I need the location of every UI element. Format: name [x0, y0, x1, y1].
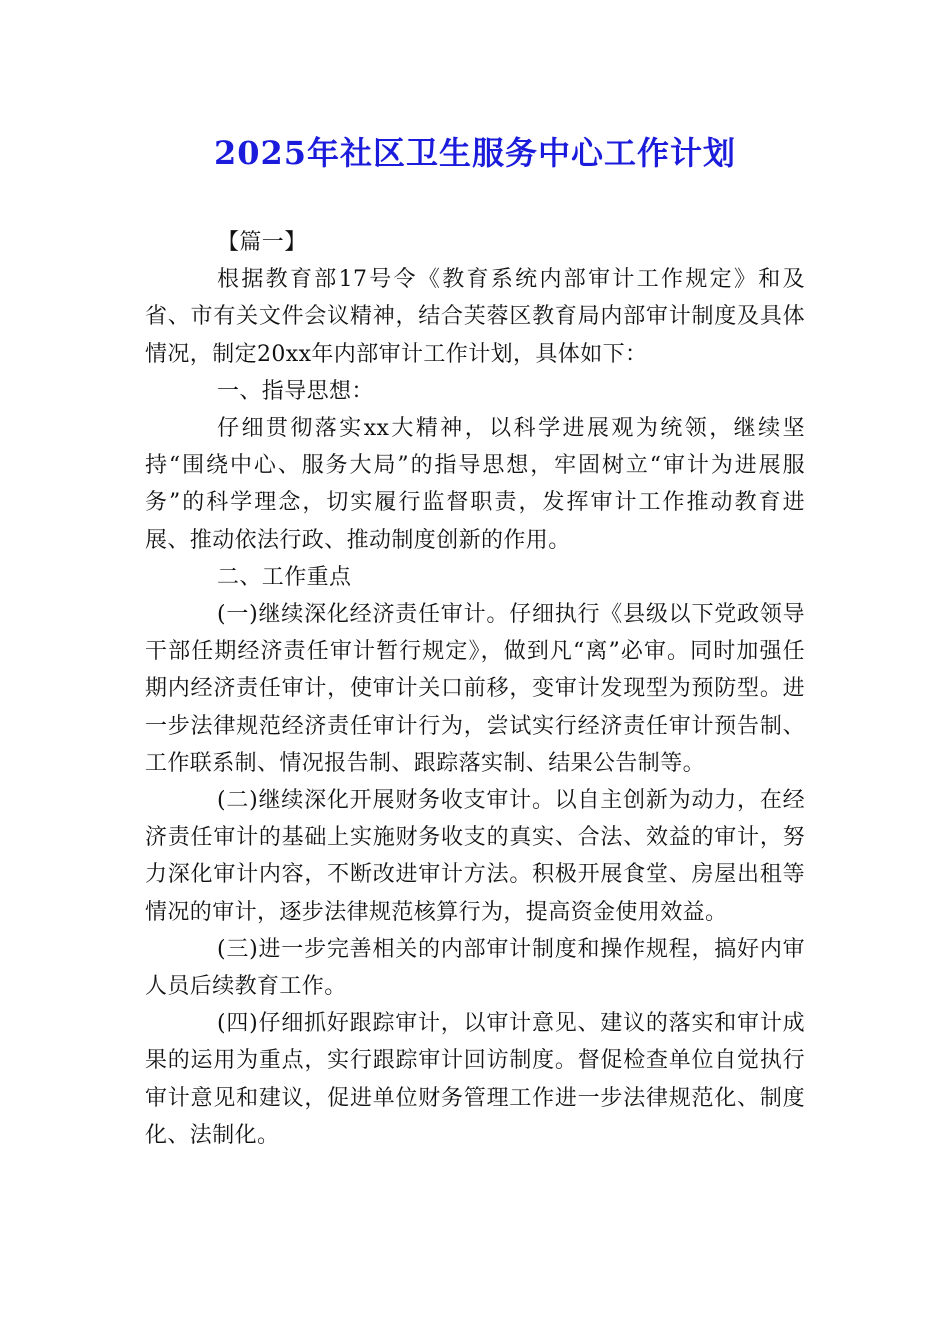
paragraph-focus-3: (三)进一步完善相关的内部审计制度和操作规程，搞好内审人员后续教育工作。 — [145, 936, 805, 1000]
paragraph-guiding-ideology: 仔细贯彻落实xx大精神，以科学进展观为统领，继续坚持“围绕中心、服务大局”的指导思想，牢固树立“审计为进展服务”的科学理念，切实履行监督职责，发挥审计工作推动教育进展、推动依法行政、推动制度创新的作用。 — [145, 416, 805, 553]
document-body — [145, 224, 805, 1154]
heading-work-focus: 二、工作重点 — [217, 564, 352, 590]
paragraph-focus-2: (二)继续深化开展财务收支审计。以自主创新为动力，在经济责任审计的基础上实施财务收支的真实、合法、效益的审计，努力深化审计内容，不断改进审计方法。积极开展食堂、房屋出租等情况的审计，逐步法律规范核算行为，提高资金使用效益。 — [145, 788, 805, 925]
intro-paragraph: 根据教育部17号令《教育系统内部审计工作规定》和及省、市有关文件会议精神，结合芙蓉区教育局内部审计制度及具体情况，制定20xx年内部审计工作计划，具体如下： — [145, 267, 805, 367]
document-title: 2025年社区卫生服务中心工作计划 — [213, 134, 737, 172]
section-marker: 【篇一】 — [217, 230, 307, 255]
paragraph-focus-4: (四)仔细抓好跟踪审计，以审计意见、建议的落实和审计成果的运用为重点，实行跟踪审计回访制度。督促检查单位自觉执行审计意见和建议，促进单位财务管理工作进一步法律规范化、制度化、法制化。 — [145, 1011, 805, 1148]
heading-guiding-ideology: 一、指导思想： — [217, 378, 374, 404]
paragraph-focus-1: (一)继续深化经济责任审计。仔细执行《县级以下党政领导干部任期经济责任审计暂行规定》，做到凡“离”必审。同时加强任期内经济责任审计，使审计关口前移，变审计发现型为预防型。进一步法律规范经济责任审计行为，尝试实行经济责任审计预告制、工作联系制、情况报告制、跟踪落实制、结果公告制等。 — [145, 602, 805, 776]
